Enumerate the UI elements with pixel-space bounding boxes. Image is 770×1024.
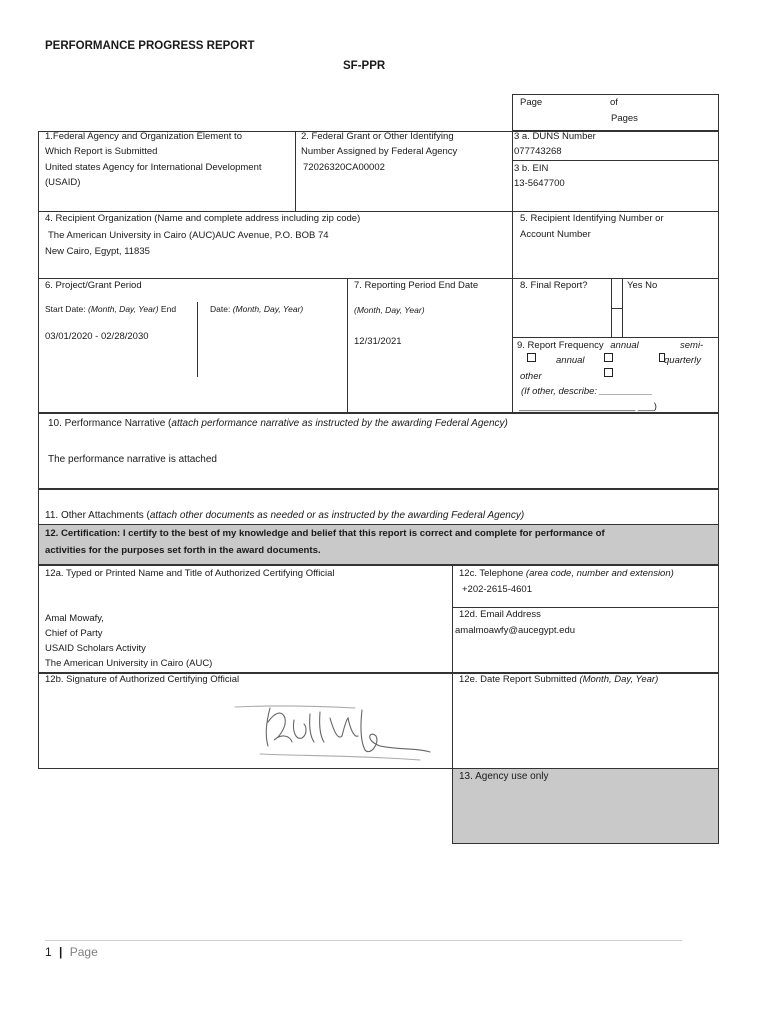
field12a-label: 12a. Typed or Printed Name and Title of Authorized Certifying Official	[45, 568, 335, 579]
field6-label: 6. Project/Grant Period	[45, 280, 142, 291]
duns-label: 3 a. DUNS Number	[514, 131, 596, 142]
grant-period: 03/01/2020 - 02/28/2030	[45, 331, 149, 342]
footer-page-number: 1	[45, 945, 52, 959]
other-describe: (If other, describe: __________	[521, 386, 653, 397]
field12c-label: 12c. Telephone (area code, number and extension)	[459, 568, 674, 579]
official-name: Amal Mowafy,	[45, 613, 104, 624]
field4-label: 4. Recipient Organization (Name and complete address including zip code)	[45, 213, 361, 224]
signature-image	[230, 698, 440, 768]
email-value: amalmoawfy@aucegypt.edu	[455, 625, 576, 636]
footer-page-word: Page	[69, 945, 98, 959]
field10-label: 10. Performance Narrative (attach performance narrative as instructed by the awarding Federal Agency)	[48, 418, 508, 429]
other-checkbox[interactable]	[604, 368, 613, 377]
duns-number: 077743268	[514, 146, 562, 157]
narrative-value: The performance narrative is attached	[48, 454, 217, 465]
pages-label: Pages	[611, 113, 638, 124]
field12e-label: 12e. Date Report Submitted (Month, Day, Year)	[459, 674, 659, 685]
grant-number: 72026320CA00002	[303, 162, 385, 173]
end-date-label: Date: (Month, Day, Year)	[210, 304, 304, 314]
official-activity: USAID Scholars Activity	[45, 643, 146, 654]
field7-hint: (Month, Day, Year)	[354, 305, 425, 315]
date-submitted-section	[452, 673, 719, 769]
recipient-address-1: The American University in Cairo (AUC)AUC Avenue, P.O. BOB 74	[48, 230, 329, 241]
other-describe-line: ______________________ ___)	[519, 401, 657, 412]
field12d-label: 12d. Email Address	[459, 609, 541, 620]
certification-line-1: 12. Certification: I certify to the best of my knowledge and belief that this report is correct and complete for performance of	[45, 528, 605, 539]
of-label: of	[610, 97, 618, 108]
report-title: PERFORMANCE PROGRESS REPORT	[45, 40, 255, 52]
field2-label-1: 2. Federal Grant or Other Identifying	[301, 131, 454, 142]
footer-page	[45, 944, 98, 960]
recipient-address-2: New Cairo, Egypt, 11835	[45, 246, 150, 257]
field9-label: 9. Report Frequency annual	[517, 340, 639, 351]
footer-separator: |	[59, 945, 63, 959]
semi-annual-label: annual	[556, 355, 585, 366]
page-label: Page	[520, 97, 543, 108]
field1-value-2: (USAID)	[45, 177, 81, 188]
certification-line-2: activities for the purposes set forth in the award documents.	[45, 545, 321, 556]
form-code: SF-PPR	[343, 60, 386, 72]
semi-label: semi-	[680, 340, 704, 351]
field5-label-1: 5. Recipient Identifying Number or	[520, 213, 664, 224]
start-date-label: Start Date: (Month, Day, Year) End	[45, 304, 177, 314]
ein-number: 13-5647700	[514, 178, 565, 189]
final-report-options: Yes No	[627, 280, 658, 291]
field1-value-1: United states Agency for International Development	[45, 162, 262, 173]
telephone-value: +202-2615-4601	[462, 584, 532, 595]
field2-label-2: Number Assigned by Federal Agency	[301, 146, 458, 157]
quarterly-label: quarterly	[664, 355, 701, 366]
field1-label-1: 1.Federal Agency and Organization Element to	[45, 131, 242, 142]
field12b-label: 12b. Signature of Authorized Certifying Official	[45, 674, 240, 685]
field7-label: 7. Reporting Period End Date	[354, 280, 479, 291]
other-label: other	[520, 371, 542, 382]
field1-label-2: Which Report is Submitted	[45, 146, 158, 157]
official-title: Chief of Party	[45, 628, 103, 639]
field13-label: 13. Agency use only	[459, 771, 549, 782]
official-org: The American University in Cairo (AUC)	[45, 658, 213, 669]
semi-annual-checkbox[interactable]	[604, 353, 613, 362]
footer-rule	[45, 940, 682, 941]
annual-checkbox[interactable]	[527, 353, 536, 362]
field8-label: 8. Final Report?	[520, 280, 588, 291]
field11-label: 11. Other Attachments (attach other documents as needed or as instructed by the awarding Federal Agency)	[45, 510, 525, 521]
period-end-date: 12/31/2021	[354, 336, 402, 347]
field5-label-2: Account Number	[520, 229, 591, 240]
ein-label: 3 b. EIN	[514, 163, 549, 174]
